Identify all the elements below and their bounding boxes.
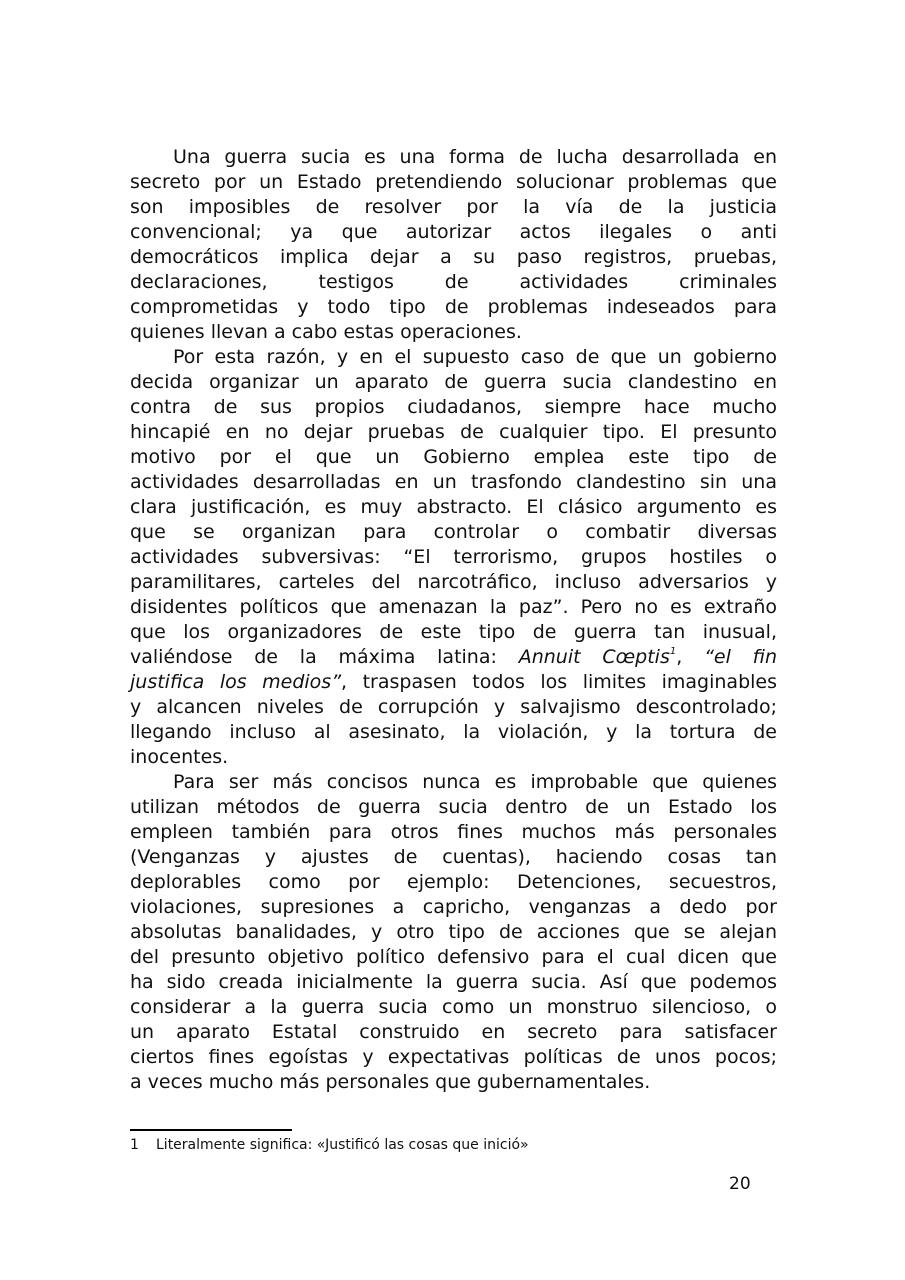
- text-segment: , traspasen todos los limites imaginables: [341, 671, 777, 693]
- text-line: ha sido creada inicialmente la guerra sucia. Así que podemos: [130, 971, 777, 993]
- text-line: clara justificación, es muy abstracto. El clásico argumento es: [130, 496, 777, 518]
- italic-text: Annuit Cœptis: [518, 646, 670, 668]
- text-line: y alcancen niveles de corrupción y salvajismo descontrolado;: [130, 696, 777, 718]
- text-line: declaraciones, testigos de actividades criminales: [130, 271, 777, 293]
- text-line: actividades desarrolladas en un trasfondo clandestino sin una: [130, 471, 777, 493]
- text-line: decida organizar un aparato de guerra sucia clandestino en: [130, 371, 777, 393]
- footnote: [130, 1136, 529, 1154]
- text-segment: ,: [676, 646, 705, 668]
- text-line: [130, 670, 777, 695]
- text-line: convencional; ya que autorizar actos ilegales o anti: [130, 221, 777, 243]
- footnote-number: 1: [130, 1137, 139, 1153]
- text-segment: valiéndose de la máxima latina:: [130, 646, 519, 668]
- text-line: utilizan métodos de guerra sucia dentro de un Estado los: [130, 796, 777, 818]
- text-line: son imposibles de resolver por la vía de la justicia: [130, 196, 777, 218]
- text-line: del presunto objetivo político defensivo para el cual dicen que: [130, 946, 777, 968]
- footnote-text: Literalmente significa: «Justificó las cosas que inició»: [156, 1137, 529, 1153]
- text-line: que se organizan para controlar o combatir diversas: [130, 521, 777, 543]
- text-line: absolutas banalidades, y otro tipo de acciones que se alejan: [130, 921, 777, 943]
- text-line: violaciones, supresiones a capricho, venganzas a dedo por: [130, 896, 777, 918]
- text-line: (Venganzas y ajustes de cuentas), haciendo cosas tan: [130, 846, 777, 868]
- text-line: deplorables como por ejemplo: Detenciones, secuestros,: [130, 871, 777, 893]
- text-line: motivo por el que un Gobierno emplea este tipo de: [130, 446, 777, 468]
- footnote-separator: [130, 1129, 292, 1131]
- text-line: un aparato Estatal construido en secreto para satisfacer: [130, 1021, 777, 1043]
- text-line: ciertos fines egoístas y expectativas políticas de unos pocos;: [130, 1046, 777, 1068]
- page-number: 20: [729, 1174, 751, 1194]
- text-line: que los organizadores de este tipo de guerra tan inusual,: [130, 621, 777, 643]
- text-line: actividades subversivas: “El terrorismo, grupos hostiles o: [130, 546, 777, 568]
- text-line: [130, 645, 777, 670]
- text-line: comprometidas y todo tipo de problemas indeseados para: [130, 296, 777, 318]
- italic-text: justifica los medios”: [130, 671, 342, 693]
- footnote-ref: 1: [669, 646, 677, 657]
- text-line: Una guerra sucia es una forma de lucha desarrollada en: [173, 146, 777, 168]
- text-line: a veces mucho más personales que gubernamentales.: [130, 1071, 651, 1093]
- text-line: contra de sus propios ciudadanos, siempre hace mucho: [130, 396, 777, 418]
- text-line: disidentes políticos que amenazan la paz”. Pero no es extraño: [130, 596, 777, 618]
- text-line: hincapié en no dejar pruebas de cualquier tipo. El presunto: [130, 421, 777, 443]
- text-line: secreto por un Estado pretendiendo solucionar problemas que: [130, 171, 777, 193]
- text-line: paramilitares, carteles del narcotráfico, incluso adversarios y: [130, 571, 777, 593]
- body-text: [130, 145, 777, 1095]
- text-line: Por esta razón, y en el supuesto caso de que un gobierno: [173, 346, 777, 368]
- text-line: empleen también para otros fines muchos más personales: [130, 821, 777, 843]
- text-line: Para ser más concisos nunca es improbable que quienes: [173, 771, 777, 793]
- text-line: democráticos implica dejar a su paso registros, pruebas,: [130, 246, 777, 268]
- text-line: inocentes.: [130, 746, 229, 768]
- text-line: llegando incluso al asesinato, la violación, y la tortura de: [130, 721, 777, 743]
- text-line: considerar a la guerra sucia como un monstruo silencioso, o: [130, 996, 777, 1018]
- text-line: quienes llevan a cabo estas operaciones.: [130, 321, 522, 343]
- italic-text: “el fin: [704, 646, 777, 668]
